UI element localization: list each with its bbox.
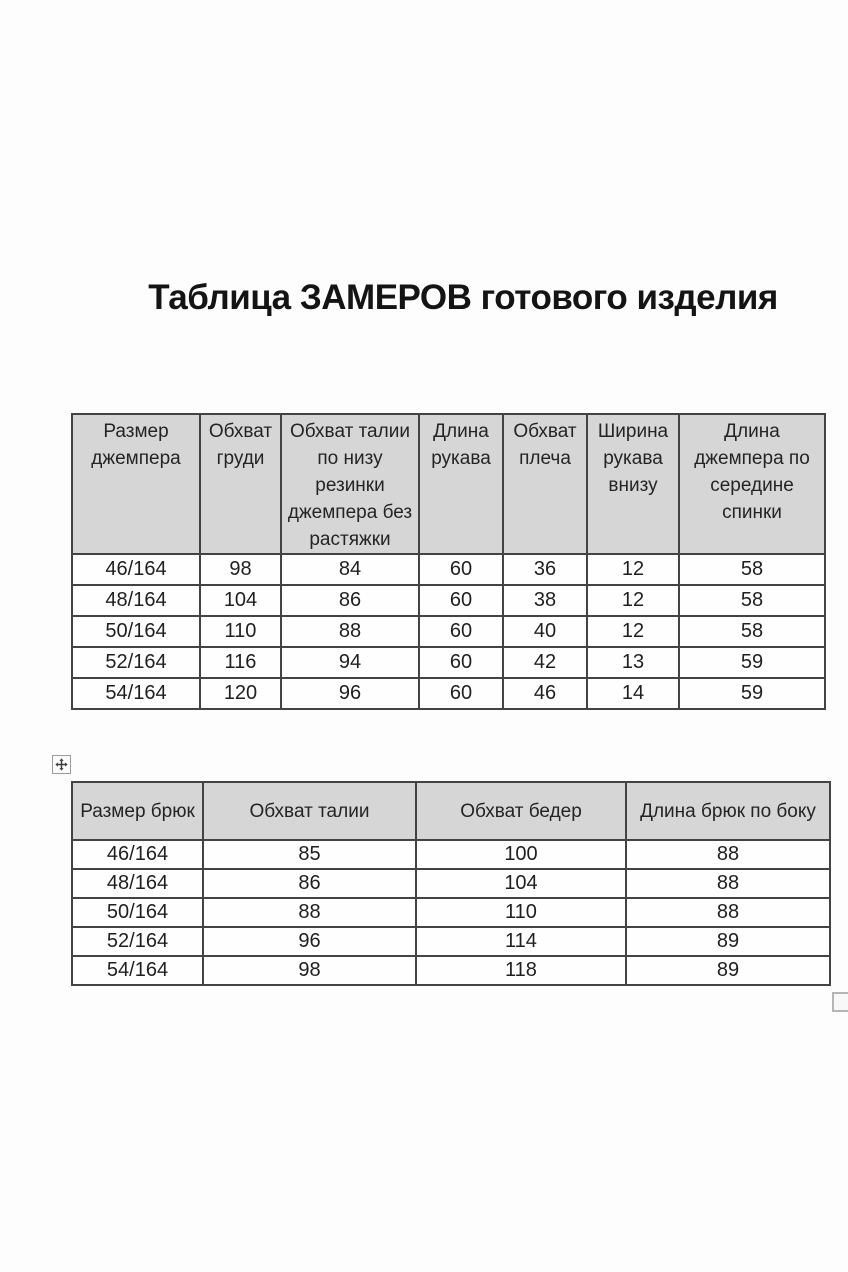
size-cell: 54/164 bbox=[72, 678, 200, 709]
table-cell: 12 bbox=[587, 616, 679, 647]
table-row bbox=[72, 927, 830, 956]
table-cell: 86 bbox=[203, 869, 416, 898]
table-row bbox=[72, 554, 825, 585]
jumper-header-row bbox=[72, 414, 825, 554]
column-header-waist: Обхват талии bbox=[203, 782, 416, 840]
table-cell: 86 bbox=[281, 585, 419, 616]
column-header-hips: Обхват бедер bbox=[416, 782, 626, 840]
table-cell: 96 bbox=[203, 927, 416, 956]
table-move-handle-icon[interactable] bbox=[52, 755, 71, 774]
size-cell: 52/164 bbox=[72, 647, 200, 678]
table-cell: 12 bbox=[587, 585, 679, 616]
size-cell: 46/164 bbox=[72, 554, 200, 585]
table-cell: 88 bbox=[626, 840, 830, 869]
size-cell: 50/164 bbox=[72, 898, 203, 927]
table-cell: 94 bbox=[281, 647, 419, 678]
table-cell: 100 bbox=[416, 840, 626, 869]
table-row bbox=[72, 956, 830, 985]
move-arrows-icon bbox=[55, 758, 68, 771]
table-cell: 60 bbox=[419, 647, 503, 678]
table-cell: 89 bbox=[626, 927, 830, 956]
table-row bbox=[72, 585, 825, 616]
table-cell: 88 bbox=[281, 616, 419, 647]
table-cell: 58 bbox=[679, 585, 825, 616]
table-cell: 12 bbox=[587, 554, 679, 585]
table-cell: 98 bbox=[200, 554, 281, 585]
column-header-pants-length: Длина брюк по боку bbox=[626, 782, 830, 840]
table-cell: 110 bbox=[200, 616, 281, 647]
table-cell: 36 bbox=[503, 554, 587, 585]
table-cell: 58 bbox=[679, 554, 825, 585]
size-cell: 48/164 bbox=[72, 585, 200, 616]
table-cell: 60 bbox=[419, 554, 503, 585]
table-cell: 104 bbox=[200, 585, 281, 616]
table-cell: 114 bbox=[416, 927, 626, 956]
table-cell: 59 bbox=[679, 647, 825, 678]
table-cell: 96 bbox=[281, 678, 419, 709]
table-cell: 13 bbox=[587, 647, 679, 678]
table-cell: 98 bbox=[203, 956, 416, 985]
column-header-waist-elastic: Обхват талии по низу резинки джемпера без растяжки bbox=[281, 414, 419, 554]
pants-header-row bbox=[72, 782, 830, 840]
column-header-back-length: Длина джемпера по середине спинки bbox=[679, 414, 825, 554]
table-cell: 120 bbox=[200, 678, 281, 709]
table-row bbox=[72, 869, 830, 898]
column-header-sleeve-width: Ширина рукава внизу bbox=[587, 414, 679, 554]
column-header-shoulder: Обхват плеча bbox=[503, 414, 587, 554]
page-title: Таблица ЗАМЕРОВ готового изделия bbox=[148, 278, 778, 317]
table-cell: 58 bbox=[679, 616, 825, 647]
table-cell: 42 bbox=[503, 647, 587, 678]
table-cell: 88 bbox=[626, 869, 830, 898]
table-cell: 88 bbox=[203, 898, 416, 927]
table-cell: 84 bbox=[281, 554, 419, 585]
table-row bbox=[72, 898, 830, 927]
table-row bbox=[72, 616, 825, 647]
column-header-pants-size: Размер брюк bbox=[72, 782, 203, 840]
table-cell: 110 bbox=[416, 898, 626, 927]
table-resize-handle[interactable] bbox=[832, 992, 848, 1012]
column-header-jumper-size: Размер джемпера bbox=[72, 414, 200, 554]
table-cell: 14 bbox=[587, 678, 679, 709]
table-row bbox=[72, 840, 830, 869]
table-cell: 60 bbox=[419, 585, 503, 616]
jumper-measurements-table bbox=[71, 413, 826, 710]
pants-measurements-table bbox=[71, 781, 831, 986]
table-cell: 118 bbox=[416, 956, 626, 985]
table-cell: 104 bbox=[416, 869, 626, 898]
size-cell: 46/164 bbox=[72, 840, 203, 869]
size-cell: 54/164 bbox=[72, 956, 203, 985]
column-header-sleeve-length: Длина рукава bbox=[419, 414, 503, 554]
column-header-chest: Обхват груди bbox=[200, 414, 281, 554]
size-cell: 48/164 bbox=[72, 869, 203, 898]
table-cell: 88 bbox=[626, 898, 830, 927]
table-cell: 46 bbox=[503, 678, 587, 709]
size-cell: 52/164 bbox=[72, 927, 203, 956]
table-cell: 89 bbox=[626, 956, 830, 985]
table-cell: 60 bbox=[419, 678, 503, 709]
table-cell: 60 bbox=[419, 616, 503, 647]
table-row bbox=[72, 678, 825, 709]
size-cell: 50/164 bbox=[72, 616, 200, 647]
table-cell: 38 bbox=[503, 585, 587, 616]
table-row bbox=[72, 647, 825, 678]
table-cell: 59 bbox=[679, 678, 825, 709]
table-cell: 116 bbox=[200, 647, 281, 678]
table-cell: 40 bbox=[503, 616, 587, 647]
table-cell: 85 bbox=[203, 840, 416, 869]
